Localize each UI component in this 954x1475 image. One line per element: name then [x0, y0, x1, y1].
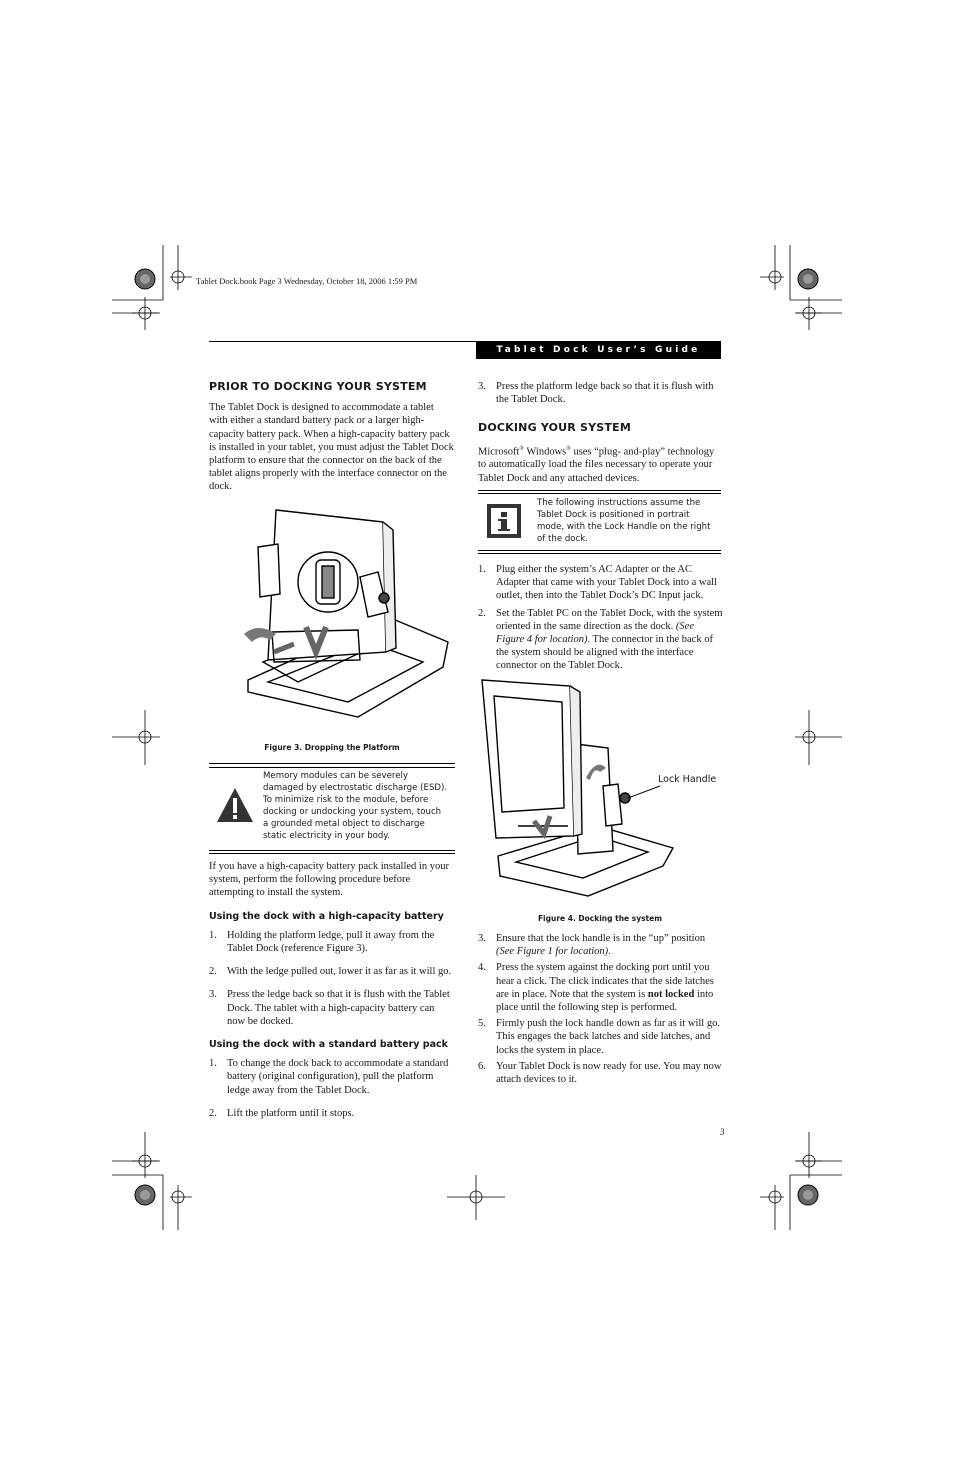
caution-text: Memory modules can be severely damaged by electrostatic discharge (ESD). To minimize risk to the module, before docking or undocking your system, touch a grounded metal object to discharge static electricity in your body.	[263, 771, 448, 841]
figure4-caption: Figure 4. Docking the system	[537, 914, 663, 923]
docking-steps	[478, 563, 724, 673]
info-note-text: The following instructions assume the Tablet Dock is positioned in portrait mode, with the Lock Handle on the right of the dock.	[537, 498, 711, 544]
page-number: 3	[720, 1127, 725, 1137]
windows-paragraph: Microsoft® Windows® uses “plug- and-play” technology to automatically load the files necessary to operate your Tablet Dock and any attached devices.	[478, 445, 715, 484]
print-slug: Tablet Dock.book Page 3 Wednesday, October 18, 2006 1:59 PM	[196, 276, 418, 286]
list-item: 2. Lift the platform until it stops.	[209, 1107, 355, 1119]
caution-top-rule	[209, 763, 455, 764]
right-column	[478, 380, 722, 485]
lock-handle-label: Lock Handle	[658, 774, 717, 785]
caution-top-rule-2	[209, 767, 455, 768]
figure3-caption: Figure 3. Dropping the Platform	[264, 743, 400, 752]
list-item: 2. With the ledge pulled out, lower it as far as it will go.	[209, 966, 452, 978]
left-column-lower	[209, 860, 455, 1120]
subheading-standard-battery: Using the dock with a standard battery pack	[209, 1039, 448, 1051]
info-top-rule	[478, 490, 721, 491]
high-capacity-steps	[209, 929, 455, 1028]
heading-prior-to-docking: PRIOR TO DOCKING YOUR SYSTEM	[209, 380, 427, 393]
left-column	[209, 380, 455, 494]
figure-dropping-platform	[238, 502, 452, 724]
list-item: 5. Firmly push the lock handle down as far as it will go. This engages the back latches and side latches, and locks the system in place.	[478, 1018, 720, 1056]
right-column-steps	[478, 563, 724, 673]
info-icon	[486, 503, 522, 539]
list-item: 3. Press the ledge back so that it is flush with the Tablet Dock. The tablet with a high-capacity battery can now be docked.	[209, 989, 450, 1027]
final-steps	[478, 932, 724, 1086]
heading-docking-your-system: DOCKING YOUR SYSTEM	[478, 421, 631, 435]
list-item: 2. Set the Tablet PC on the Tablet Dock, with the system oriented in the same direction as the dock. (See Figure 4 for location). The connector in the back of the system should be aligned with the interface connector on the Tablet Dock.	[478, 607, 723, 672]
after-caution-paragraph: If you have a high-capacity battery pack installed in your system, perform the following procedure before attempting to install the system.	[209, 861, 449, 899]
running-header: Tablet Dock User’s Guide	[476, 342, 721, 359]
caution-bottom-rule	[209, 850, 455, 851]
info-bottom-rule	[478, 550, 721, 551]
right-column-final-steps	[478, 932, 724, 1086]
info-top-rule-2	[478, 493, 721, 494]
list-item: 3. Ensure that the lock handle is in the “up” position (See Figure 1 for location).	[478, 933, 706, 958]
list-item: 4. Press the system against the docking port until you hear a click. The click indicates that the side latches are in place. Note that the system is not locked into place until the following step is performed.	[478, 962, 714, 1014]
list-item: 6. Your Tablet Dock is now ready for use. You may now attach devices to it.	[478, 1060, 722, 1086]
list-item: 1. Plug either the system’s AC Adapter or the AC Adapter that came with your Tablet Dock into a wall outlet, then into the Tablet Dock’s DC Input jack.	[478, 564, 717, 602]
intro-paragraph: The Tablet Dock is designed to accommodate a tablet with either a standard battery pack or a larger high-capacity battery pack. When a high-capacity battery pack is installed in your tablet, you must adjust the Tablet Dock platform to ensure that the connector on the back of the tablet aligns properly with the interface connector on the dock.	[209, 402, 454, 493]
subheading-high-capacity: Using the dock with a high-capacity battery	[209, 910, 444, 922]
list-item: 3. Press the platform ledge back so that it is flush with the Tablet Dock.	[478, 381, 714, 406]
list-item: 1. To change the dock back to accommodate a standard battery (original configuration), pull the platform ledge away from the Tablet Dock.	[209, 1058, 449, 1096]
standard-battery-steps	[209, 1057, 455, 1120]
step-3-top	[478, 380, 722, 406]
caution-icon	[215, 786, 255, 824]
caution-bottom-rule-2	[209, 853, 455, 854]
info-bottom-rule-2	[478, 553, 721, 554]
figure-docking-system	[478, 676, 678, 901]
list-item: 1. Holding the platform ledge, pull it away from the Tablet Dock (reference Figure 3).	[209, 929, 435, 955]
